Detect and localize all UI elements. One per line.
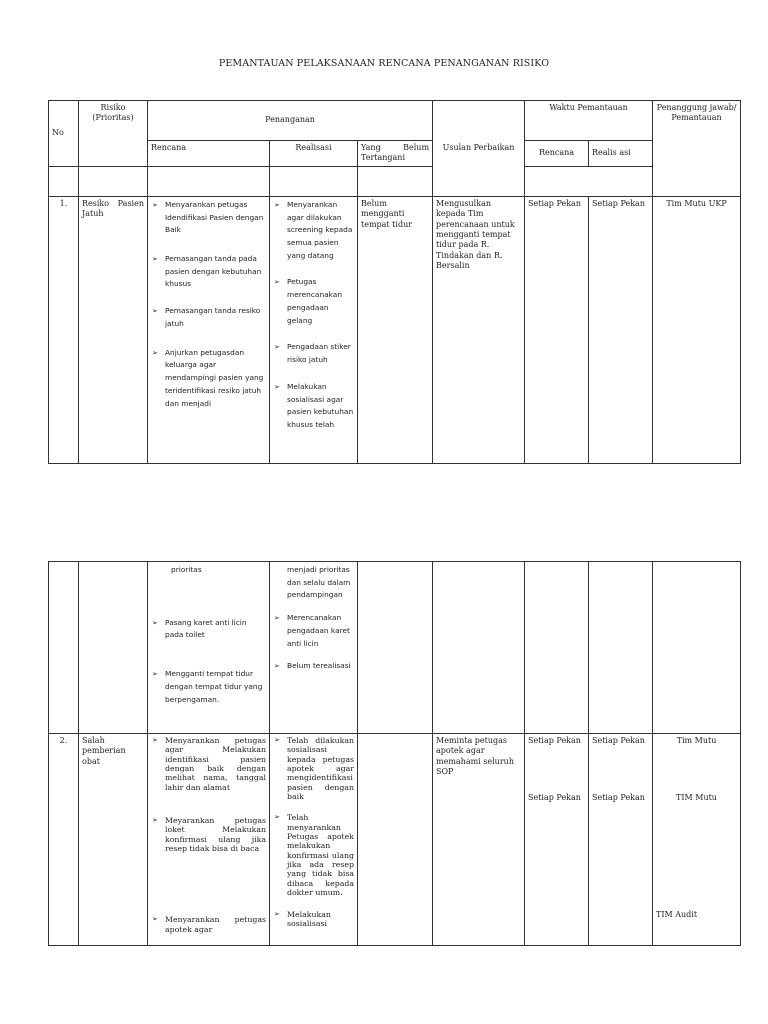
- header-rencana: Rencana: [148, 141, 270, 167]
- list-item: ➢ Pengadaan stiker risiko jatuh: [273, 341, 354, 366]
- list-item: ➢ Menyarankan agar dilakukan screening kepada semua pasien yang datang: [273, 199, 354, 263]
- row1-risiko: Resiko Pasien Jatuh: [79, 196, 148, 463]
- row1-waktu-rencana: Setiap Pekan: [525, 196, 589, 463]
- table-row: [49, 562, 741, 734]
- list-item: ➢ Melakukan sosialisasi agar pasien kebutuhan khusus telah: [273, 381, 354, 432]
- header-no-text: No: [52, 128, 64, 138]
- header-usulan: Usulan Perbaikan: [433, 101, 525, 197]
- list-item: ➢ Telah dilakukan sosialisasi kepada petugas apotek agar mengidentifikasi pasien dengan baik: [273, 736, 354, 801]
- header-waktu-realisasi: Realis asi: [589, 141, 653, 167]
- header-waktu-rencana: Rencana: [525, 141, 589, 167]
- row2-pj-1: Tim Mutu: [676, 736, 717, 745]
- list-item: ➢ Menyarankan petugas Idendifikasi Pasien dengan Baik: [151, 199, 266, 237]
- row1-no: 1.: [49, 196, 79, 463]
- cont-rencana: [148, 562, 270, 734]
- list-item: menjadi prioritas dan selalu dalam pendampingan: [287, 565, 351, 600]
- row2-waktu-realisasi-1: Setiap Pekan: [592, 736, 645, 745]
- list-item: ➢ Melakukan sosialisasi: [273, 910, 354, 929]
- row2-no: 2.: [49, 734, 79, 946]
- row2-rencana: [148, 734, 270, 946]
- list-item: ➢ Belum terealisasi: [273, 660, 354, 673]
- list-item: ➢ Menyarankan petugas apotek agar: [151, 915, 266, 934]
- cont-realisasi: [270, 562, 358, 734]
- risk-table-page1: [48, 100, 741, 464]
- row1-realisasi: [270, 196, 358, 463]
- list-item: ➢ Pemasangan tanda pada pasien dengan kebutuhan khusus: [151, 253, 266, 291]
- page-title: PEMANTAUAN PELAKSANAAN RENCANA PENANGANAN RISIKO: [218, 58, 550, 69]
- row1-rencana: [148, 196, 270, 463]
- list-item: ➢ Menyarankan petugas agar Melakukan identifikasi pasien dengan baik dengan melihat nama, tanggal lahir dan alamat: [151, 736, 266, 792]
- row1-belum: Belum mengganti tempat tidur: [358, 196, 433, 463]
- row1-usulan: Mengusulkan kepada Tim perencanaan untuk mengganti tempat tidur pada R. Tindakan dan R. Bersalin: [433, 196, 525, 463]
- header-realisasi: Realisasi: [270, 141, 358, 167]
- header-risiko: Risiko (Prioritas): [79, 101, 148, 167]
- header-pj: Penanggung jawab/ Pemantauan: [653, 101, 741, 197]
- risk-table-page2: [48, 561, 741, 946]
- header-no: [49, 101, 79, 167]
- row2-usulan: Meminta petugas apotek agar memahami seluruh SOP: [433, 734, 525, 946]
- row2-waktu-realisasi-2: Setiap Pekan: [592, 793, 645, 803]
- row2-risiko: Salah pemberian obat: [79, 734, 148, 946]
- list-item: ➢ Mengganti tempat tidur dengan tempat tidur yang berpengaman.: [151, 668, 266, 706]
- row2-pj-3: TIM Audit: [656, 909, 698, 919]
- list-item: ➢ Merencanakan pengadaan karet anti licin: [273, 612, 354, 650]
- row2-waktu-rencana-1: Setiap Pekan: [528, 736, 581, 745]
- list-item: ➢ Telah menyarankan Petugas apotek melakukan konfirmasi ulang jika ada resep yang tidak bisa dibaca kepada dokter umum.: [273, 813, 354, 897]
- list-item: ➢ Anjurkan petugasdan keluarga agar mendampingi pasien yang teridentifikasi resiko jatuh dan menjadi: [151, 347, 266, 411]
- row2-waktu-rencana-2: Setiap Pekan: [528, 793, 581, 803]
- header-waktu: Waktu Pemantauan: [525, 101, 653, 141]
- table-row: [49, 196, 741, 463]
- row2-realisasi: [270, 734, 358, 946]
- list-item: ➢ Pasang karet anti licin pada toilet: [151, 617, 266, 642]
- row1-pj: Tim Mutu UKP: [653, 196, 741, 463]
- header-belum: Yang Belum Tertangani: [358, 141, 433, 167]
- header-penanganan: Penanganan: [148, 101, 433, 141]
- row2-pj: [653, 734, 741, 946]
- row2-waktu-rencana: [525, 734, 589, 946]
- list-item: prioritas: [171, 565, 202, 574]
- list-item: ➢ Meyarankan petugas loket Melakukan konfirmasi ulang jika resep tidak bisa di baca: [151, 816, 266, 853]
- table-row: [49, 734, 741, 946]
- list-item: ➢ Pemasangan tanda resiko jatuh: [151, 305, 266, 330]
- row2-waktu-realisasi: [589, 734, 653, 946]
- row1-waktu-realisasi: Setiap Pekan: [589, 196, 653, 463]
- list-item: ➢ Petugas merencanakan pengadaan gelang: [273, 276, 354, 327]
- row2-pj-2: TIM Mutu: [676, 793, 717, 803]
